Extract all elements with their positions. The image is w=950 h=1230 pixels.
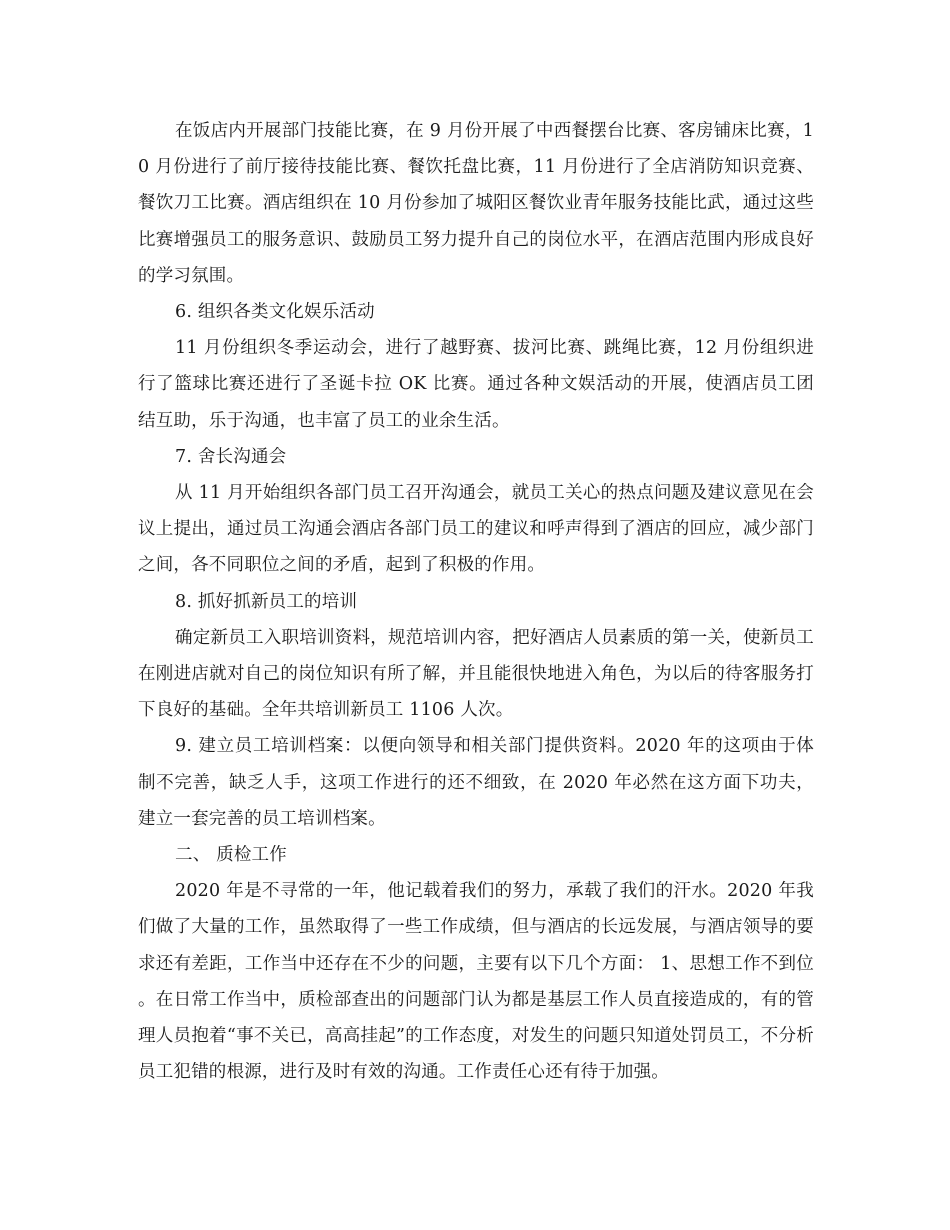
paragraph-cultural-activities: 11 月份组织冬季运动会，进行了越野赛、拔河比赛、跳绳比赛，12 月份组织进行了篮球比赛还进行了圣诞卡拉 OK 比赛。通过各种文娱活动的开展，使酒店员工团结互助，乐于沟通，也丰富了员工的业余生活。 [138,338,814,431]
paragraph-training-records: 9. 建立员工培训档案：以便向领导和相关部门提供资料。2020 年的这项由于体制不完善，缺乏人手，这项工作进行的还不细致，在 2020 年必然在这方面下功夫，建立一套完善的员工培训档案。 [138,736,814,829]
paragraph-quality-inspection: 2020 年是不寻常的一年，他记载着我们的努力，承载了我们的汗水。2020 年我们做了大量的工作，虽然取得了一些工作成绩，但与酒店的长远发展，与酒店领导的要求还有差距，工作当中还存在不少的问题，主要有以下几个方面： 1、思想工作不到位。在日常工作当中，质检部查出的问题部门认为都是基层工作人员直接造成的，有的管理人员抱着“事不关已，高高挂起”的工作态度，对发生的问题只知道处罚员工，不分析员工犯错的根源，进行及时有效的沟通。工作责任心还有待于加强。 [138,881,814,1083]
paragraph-new-staff-training: 确定新员工入职培训资料，规范培训内容，把好酒店人员素质的第一关，使新员工在刚进店就对自己的岗位知识有所了解，并且能很快地进入角色，为以后的待客服务打下良好的基础。全年共培训新员工 1106 人次。 [138,627,814,721]
paragraph-skill-competitions: 在饭店内开展部门技能比赛，在 9 月份开展了中西餐摆台比赛、客房铺床比赛，10 月份进行了前厅接待技能比赛、餐饮托盘比赛，11 月份进行了全店消防知识竞赛、餐饮刀工比赛。酒店组织在 10 月份参加了城阳区餐饮业青年服务技能比武，通过这些比赛增强员工的服务意识、鼓励员工努力提升自己的岗位水平，在酒店范围内形成良好的学习氛围。 [138,121,814,286]
heading-quality-inspection: 二、 质检工作 [175,845,287,866]
document-body [138,113,814,1090]
paragraph-dorm-meeting: 从 11 月开始组织各部门员工召开沟通会，就员工关心的热点问题及建议意见在会议上提出，通过员工沟通会酒店各部门员工的建议和呼声得到了酒店的回应，减少部门之间，各不同职位之间的矛盾，起到了积极的作用。 [138,483,814,576]
heading-new-staff-training: 8. 抓好抓新员工的培训 [175,591,358,612]
heading-cultural-activities: 6. 组织各类文化娱乐活动 [175,302,375,323]
heading-dorm-meeting: 7. 舍长沟通会 [175,446,287,467]
